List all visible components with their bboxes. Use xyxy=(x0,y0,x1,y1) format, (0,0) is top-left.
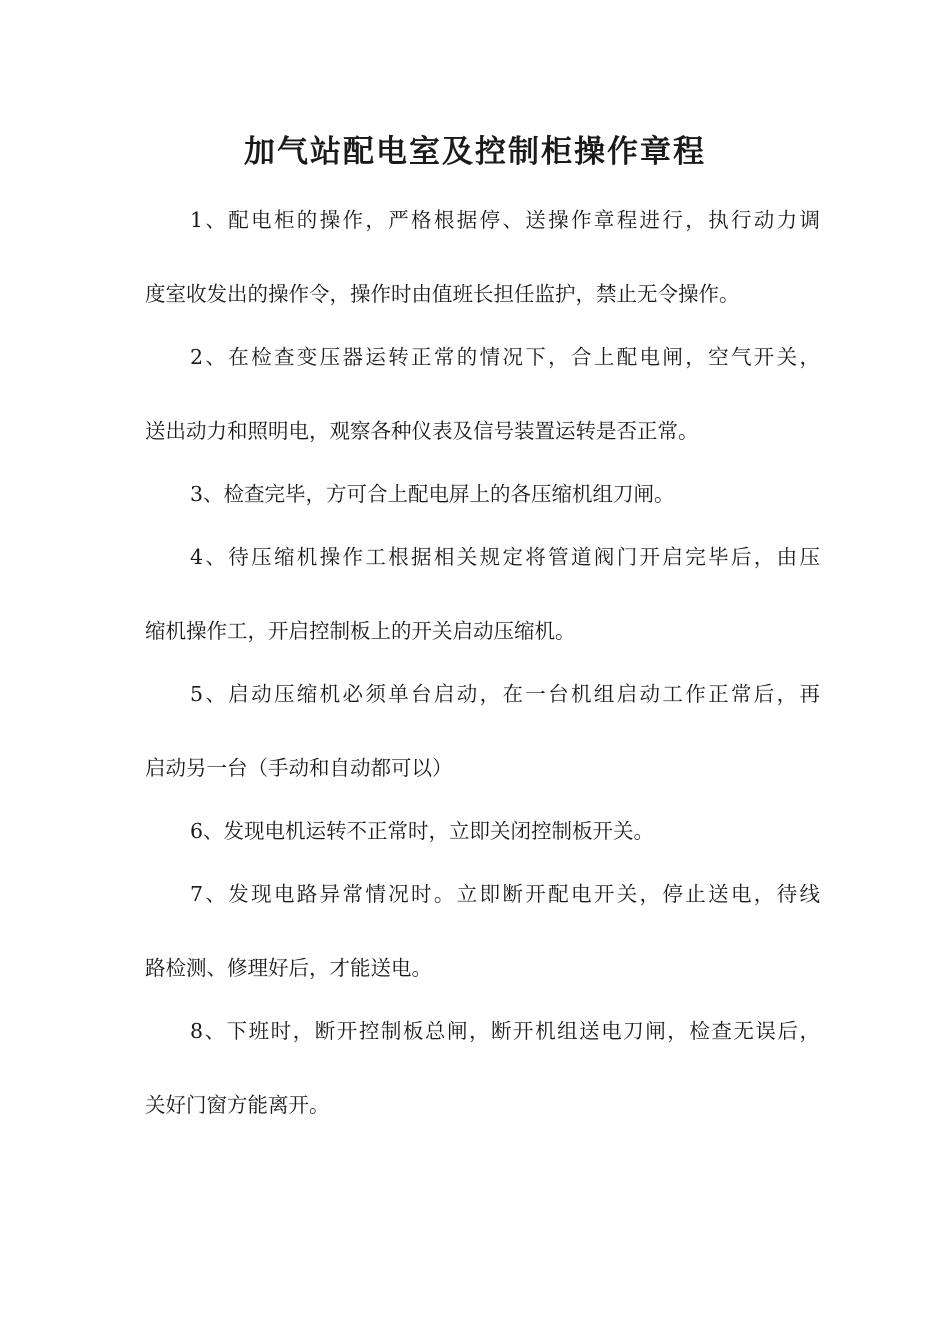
clause-5-line-1: 5、启动压缩机必须单台启动，在一台机组启动工作正常后，再 xyxy=(190,682,820,706)
clause-4-line-1: 4、待压缩机操作工根据相关规定将管道阀门开启完毕后，由压 xyxy=(190,545,820,569)
clause-3-line-1: 3、检查完毕，方可合上配电屏上的各压缩机组刀闸。 xyxy=(190,482,675,506)
document-title: 加气站配电室及控制柜操作章程 xyxy=(244,134,706,170)
clause-2-line-1: 2、在检查变压器运转正常的情况下，合上配电闸，空气开关， xyxy=(190,345,820,369)
clause-1-line-1: 1、配电柜的操作，严格根据停、送操作章程进行，执行动力调 xyxy=(190,208,820,232)
clause-5-line-2: 启动另一台（手动和自动都可以） xyxy=(145,756,453,780)
clause-1-line-2: 度室收发出的操作令，操作时由值班长担任监护，禁止无令操作。 xyxy=(145,282,740,306)
clause-7-line-2: 路检测、修理好后，才能送电。 xyxy=(145,956,432,980)
clause-8-line-2: 关好门窗方能离开。 xyxy=(145,1093,330,1117)
clause-8-line-1: 8、下班时，断开控制板总闸，断开机组送电刀闸，检查无误后， xyxy=(190,1019,820,1043)
clause-2-line-2: 送出动力和照明电，观察各种仪表及信号装置运转是否正常。 xyxy=(145,419,699,443)
clause-7-line-1: 7、发现电路异常情况时。立即断开配电开关，停止送电，待线 xyxy=(190,882,820,906)
clause-4-line-2: 缩机操作工，开启控制板上的开关启动压缩机。 xyxy=(145,619,576,643)
clause-6-line-1: 6、发现电机运转不正常时，立即关闭控制板开关。 xyxy=(190,819,655,843)
